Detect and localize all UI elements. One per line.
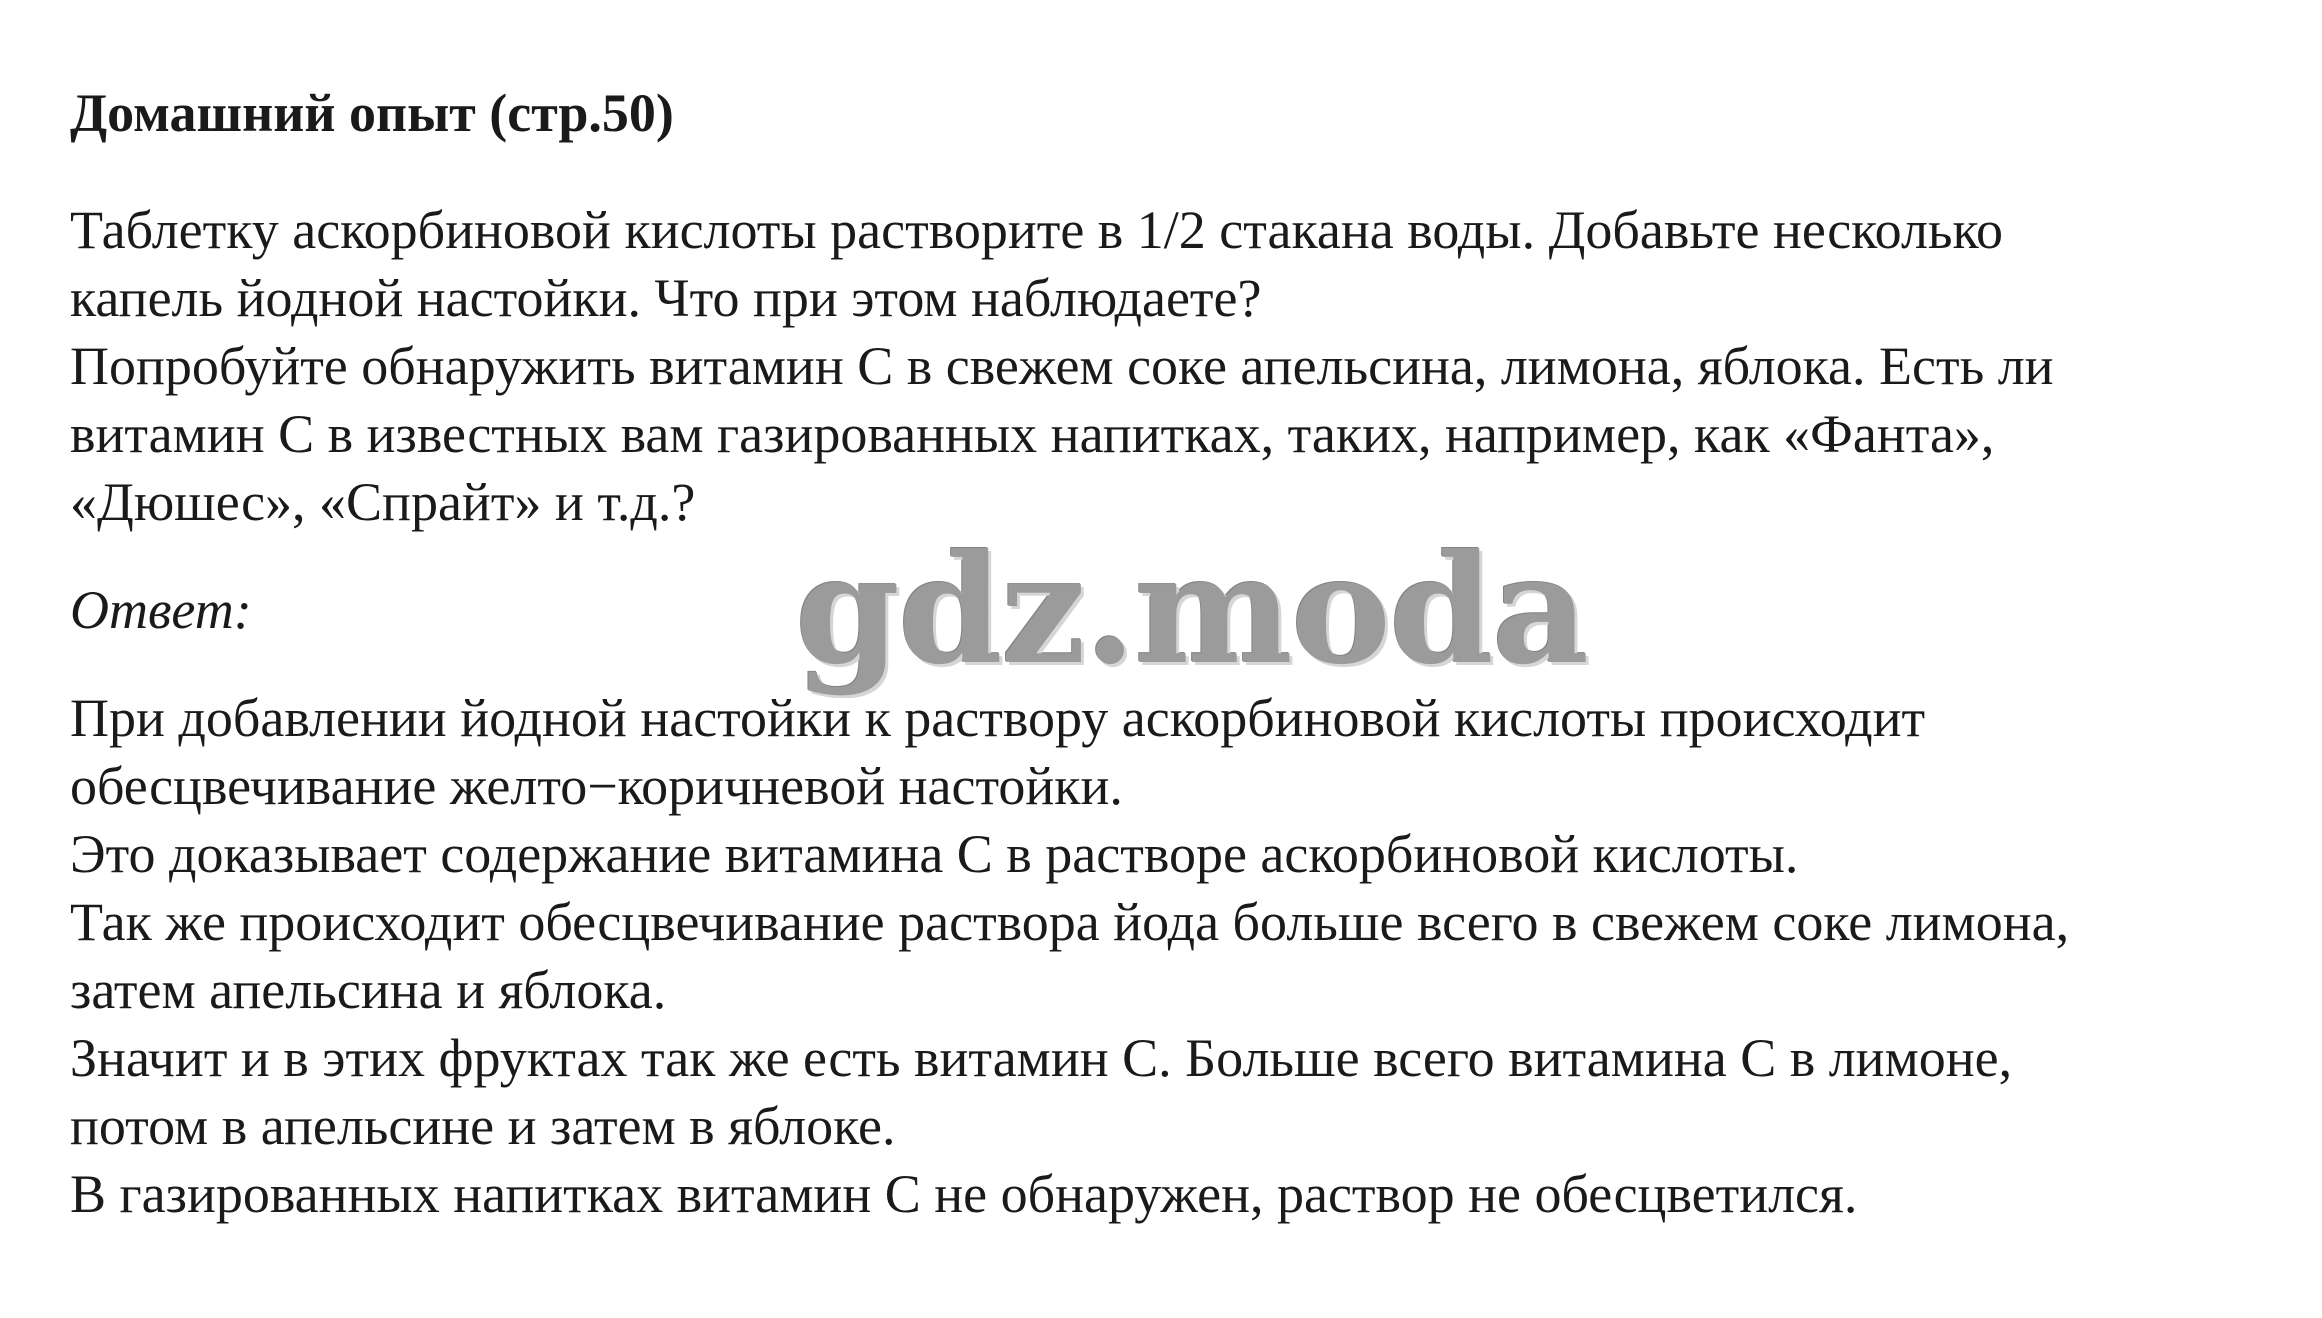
answer-line: Это доказывает содержание витамина С в растворе аскорбиновой кислоты. [70,824,1799,884]
answer-label: Ответ: [70,580,252,640]
answer-line: затем апельсина и яблока. [70,960,667,1020]
answer-line: Так же происходит обесцвечивание раствора йода больше всего в свежем соке лимона, [70,892,2070,952]
answer-line: Значит и в этих фруктах так же есть витамин С. Больше всего витамина С в лимоне, [70,1028,2013,1088]
task-line: витамин С в известных вам газированных напитках, таких, например, как «Фанта», [70,404,1995,464]
task-line: «Дюшес», «Спрайт» и т.д.? [70,472,696,532]
answer-line: В газированных напитках витамин С не обнаружен, раствор не обесцветился. [70,1164,1858,1224]
watermark-logo: gdz.moda [795,522,1588,698]
task-line: Таблетку аскорбиновой кислоты растворите в 1/2 стакана воды. Добавьте несколько [70,200,2004,260]
answer-line: потом в апельсине и затем в яблоке. [70,1096,896,1156]
answer-line: При добавлении йодной настойки к раствору аскорбиновой кислоты происходит [70,688,1926,748]
task-line: капель йодной настойки. Что при этом наблюдаете? [70,268,1262,328]
answer-line: обесцвечивание желто−коричневой настойки. [70,756,1123,816]
task-line: Попробуйте обнаружить витамин С в свежем соке апельсина, лимона, яблока. Есть ли [70,336,2054,396]
task-text [70,196,2270,536]
answer-text [70,684,2290,1228]
page-title: Домашний опыт (стр.50) [70,83,674,143]
